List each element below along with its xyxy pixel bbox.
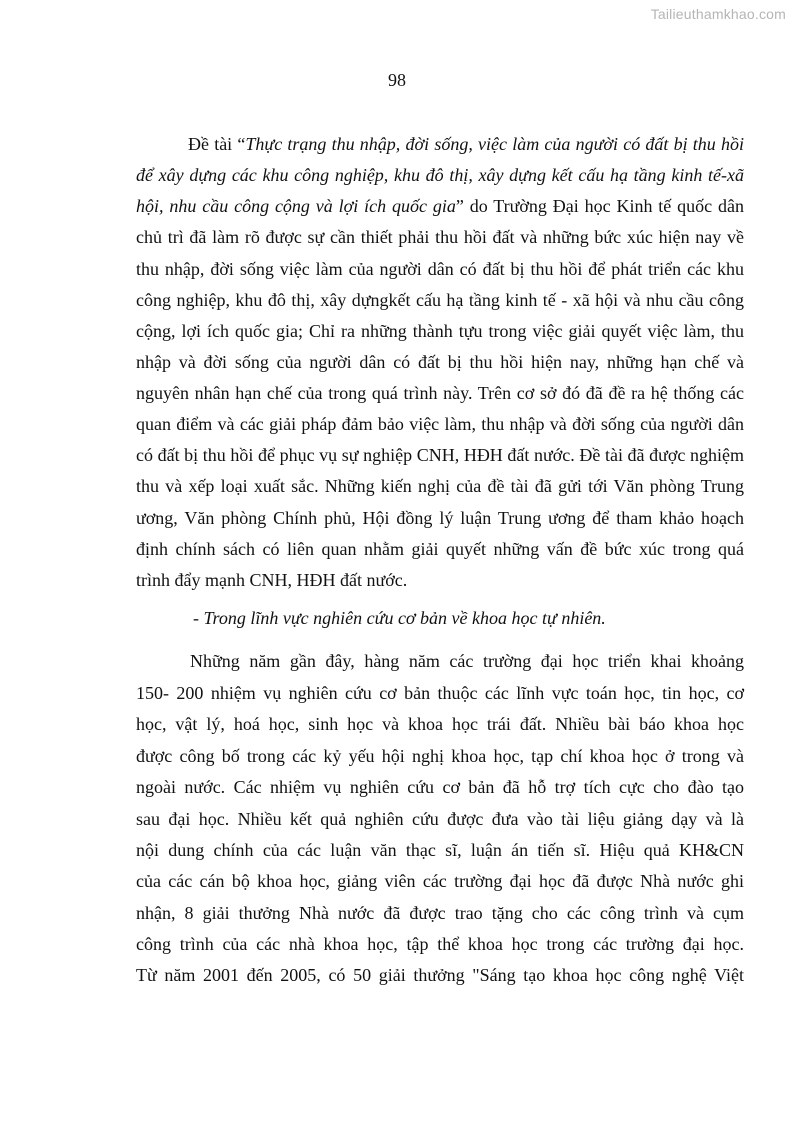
- text-line: nội dung chính của các luận văn thạc sĩ, luận án tiến sĩ. Hiệu quả KH&CN: [136, 840, 744, 860]
- text-line: được công bố trong các kỷ yếu hội nghị khoa học, tạp chí khoa học ở trong và: [136, 746, 744, 766]
- text-span: Đề tài “: [188, 134, 246, 154]
- text-line: nguyên nhân hạn chế của trong quá trình này. Trên cơ sở đó đã đề ra hệ thống các: [136, 383, 744, 403]
- text-line: nhập và đời sống của người dân có đất bị thu hồi hiện nay, những hạn chế và: [136, 352, 744, 372]
- text-line: học, vật lý, hoá học, sinh học và khoa học trái đất. Nhiều bài báo khoa học: [136, 714, 744, 734]
- text-line: cộng, lợi ích quốc gia; Chỉ ra những thành tựu trong việc giải quyết việc làm, thu: [136, 321, 744, 341]
- text-line: của các cán bộ khoa học, giảng viên các trường đại học đã được Nhà nước ghi: [136, 871, 744, 891]
- italic-title-span: để xây dựng các khu công nghiệp, khu đô thị, xây dựng kết cấu hạ tầng kinh tế-xã: [136, 165, 744, 185]
- italic-title-span: hội, nhu cầu công cộng và lợi ích quốc gia: [136, 196, 456, 216]
- page-number: 98: [388, 70, 406, 90]
- text-line: ương, Văn phòng Chính phủ, Hội đồng lý luận Trung ương để tham khảo hoạch: [136, 508, 744, 528]
- text-line: [136, 195, 744, 217]
- text-line: chủ trì đã làm rõ được sự cần thiết phải thu hồi đất và những bức xúc hiện nay về: [136, 227, 744, 247]
- text-line: sau đại học. Nhiều kết quả nghiên cứu được đưa vào tài liệu giảng dạy và là: [136, 809, 744, 829]
- text-line: thu và xếp loại xuất sắc. Những kiến nghị của đề tài đã gửi tới Văn phòng Trung: [136, 476, 744, 496]
- text-line: nhận, 8 giải thưởng Nhà nước đã được trao tặng cho các công trình và cụm: [136, 903, 744, 923]
- text-line: 150- 200 nhiệm vụ nghiên cứu cơ bản thuộc các lĩnh vực toán học, tin học, cơ: [136, 683, 744, 703]
- text-line: công trình của các nhà khoa học, tập thể khoa học trong các trường đại học.: [136, 934, 744, 954]
- text-line: [136, 164, 744, 186]
- section-subheading: - Trong lĩnh vực nghiên cứu cơ bản về khoa học tự nhiên.: [193, 608, 606, 628]
- text-line: Những năm gần đây, hàng năm các trường đại học triển khai khoảng: [190, 651, 744, 671]
- italic-title-span: Thực trạng thu nhập, đời sống, việc làm của người có đất bị thu hồi: [245, 134, 745, 154]
- text-line: thu nhập, đời sống việc làm của người dân có đất bị thu hồi để phát triển các khu: [136, 259, 744, 279]
- text-span: ” do Trường Đại học Kinh tế quốc dân: [455, 196, 745, 216]
- text-line: công nghiệp, khu đô thị, xây dựngkết cấu hạ tầng kinh tế - xã hội và nhu cầu công: [136, 290, 744, 310]
- text-line: ngoài nước. Các nhiệm vụ nghiên cứu cơ bản đã hỗ trợ tích cực cho đào tạo: [136, 777, 744, 797]
- text-line: trình đẩy mạnh CNH, HĐH đất nước.: [136, 570, 408, 590]
- text-line: Từ năm 2001 đến 2005, có 50 giải thưởng "Sáng tạo khoa học công nghệ Việt: [136, 965, 744, 985]
- text-line: [188, 133, 744, 155]
- text-line: quan điểm và các giải pháp đảm bảo việc làm, thu nhập và đời sống của người dân: [136, 414, 744, 434]
- text-line: có đất bị thu hồi để phục vụ sự nghiệp CNH, HĐH đất nước. Đề tài đã được nghiệm: [136, 445, 744, 465]
- text-line: định chính sách có liên quan nhằm giải quyết những vấn đề bức xúc trong quá: [136, 539, 744, 559]
- watermark: Tailieuthamkhao.com: [650, 6, 786, 22]
